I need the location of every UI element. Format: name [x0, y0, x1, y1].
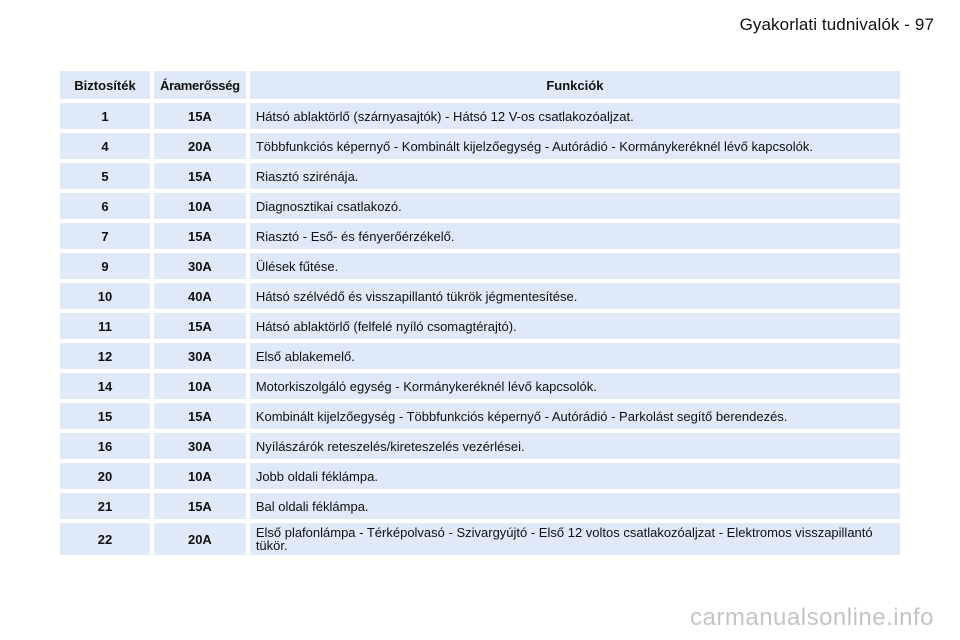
fuse-amperage: 10A — [154, 193, 246, 219]
fuse-number: 7 — [60, 223, 150, 249]
fuse-number: 22 — [60, 523, 150, 555]
table-header-row — [60, 71, 900, 99]
fuse-function: Hátsó ablaktörlő (felfelé nyíló csomagtérajtó). — [250, 313, 900, 339]
fuse-amperage: 40A — [154, 283, 246, 309]
fuse-number: 5 — [60, 163, 150, 189]
table-row — [60, 283, 900, 309]
table-row — [60, 373, 900, 399]
table-row — [60, 253, 900, 279]
fuse-number: 16 — [60, 433, 150, 459]
fuse-amperage: 30A — [154, 433, 246, 459]
table-row — [60, 403, 900, 429]
fuse-function: Riasztó - Eső- és fényerőérzékelő. — [250, 223, 900, 249]
fuse-function: Első ablakemelő. — [250, 343, 900, 369]
fuse-function: Bal oldali féklámpa. — [250, 493, 900, 519]
fuse-amperage: 15A — [154, 403, 246, 429]
fuse-function: Első plafonlámpa - Térképolvasó - Szivargyújtó - Első 12 voltos csatlakozóaljzat - Elektromos visszapillantó tükör. — [250, 523, 900, 555]
fuse-number: 6 — [60, 193, 150, 219]
fuse-number: 1 — [60, 103, 150, 129]
fuse-amperage: 20A — [154, 133, 246, 159]
fuse-amperage: 20A — [154, 523, 246, 555]
table-row — [60, 523, 900, 555]
table-row — [60, 133, 900, 159]
fuse-function: Motorkiszolgáló egység - Kormánykeréknél lévő kapcsolók. — [250, 373, 900, 399]
fuse-number: 15 — [60, 403, 150, 429]
fuse-number: 11 — [60, 313, 150, 339]
fuse-function: Hátsó ablaktörlő (szárnyasajtók) - Hátsó 12 V-os csatlakozóaljzat. — [250, 103, 900, 129]
fuse-function: Többfunkciós képernyő - Kombinált kijelzőegység - Autórádió - Kormánykeréknél lévő kapcsolók. — [250, 133, 900, 159]
fuse-number: 21 — [60, 493, 150, 519]
table-row — [60, 223, 900, 249]
table-row — [60, 433, 900, 459]
fuse-amperage: 10A — [154, 463, 246, 489]
fuse-function: Jobb oldali féklámpa. — [250, 463, 900, 489]
table-row — [60, 463, 900, 489]
watermark: carmanualsonline.info — [690, 604, 934, 631]
column-header-fuse: Biztosíték — [60, 71, 150, 99]
fuse-amperage: 10A — [154, 373, 246, 399]
fuse-amperage: 15A — [154, 493, 246, 519]
column-header-functions: Funkciók — [250, 71, 900, 99]
fuse-number: 14 — [60, 373, 150, 399]
fuse-amperage: 15A — [154, 223, 246, 249]
fuse-amperage: 30A — [154, 343, 246, 369]
fuse-number: 12 — [60, 343, 150, 369]
fuse-number: 9 — [60, 253, 150, 279]
fuse-number: 4 — [60, 133, 150, 159]
fuse-function: Kombinált kijelzőegység - Többfunkciós képernyő - Autórádió - Parkolást segítő berendezés. — [250, 403, 900, 429]
fuse-function: Ülések fűtése. — [250, 253, 900, 279]
column-header-amperage: Áramerősség — [154, 71, 246, 99]
table-row — [60, 163, 900, 189]
fuse-amperage: 30A — [154, 253, 246, 279]
fuse-table — [56, 67, 904, 559]
table-row — [60, 343, 900, 369]
fuse-amperage: 15A — [154, 163, 246, 189]
fuse-function: Hátsó szélvédő és visszapillantó tükrök jégmentesítése. — [250, 283, 900, 309]
fuse-function: Riasztó szirénája. — [250, 163, 900, 189]
fuse-function: Diagnosztikai csatlakozó. — [250, 193, 900, 219]
page-title: Gyakorlati tudnivalók - 97 — [739, 15, 934, 34]
table-row — [60, 313, 900, 339]
fuse-amperage: 15A — [154, 103, 246, 129]
fuse-amperage: 15A — [154, 313, 246, 339]
fuse-number: 20 — [60, 463, 150, 489]
fuse-function: Nyílászárók reteszelés/kireteszelés vezérlései. — [250, 433, 900, 459]
table-row — [60, 193, 900, 219]
table-row — [60, 103, 900, 129]
fuse-number: 10 — [60, 283, 150, 309]
table-row — [60, 493, 900, 519]
